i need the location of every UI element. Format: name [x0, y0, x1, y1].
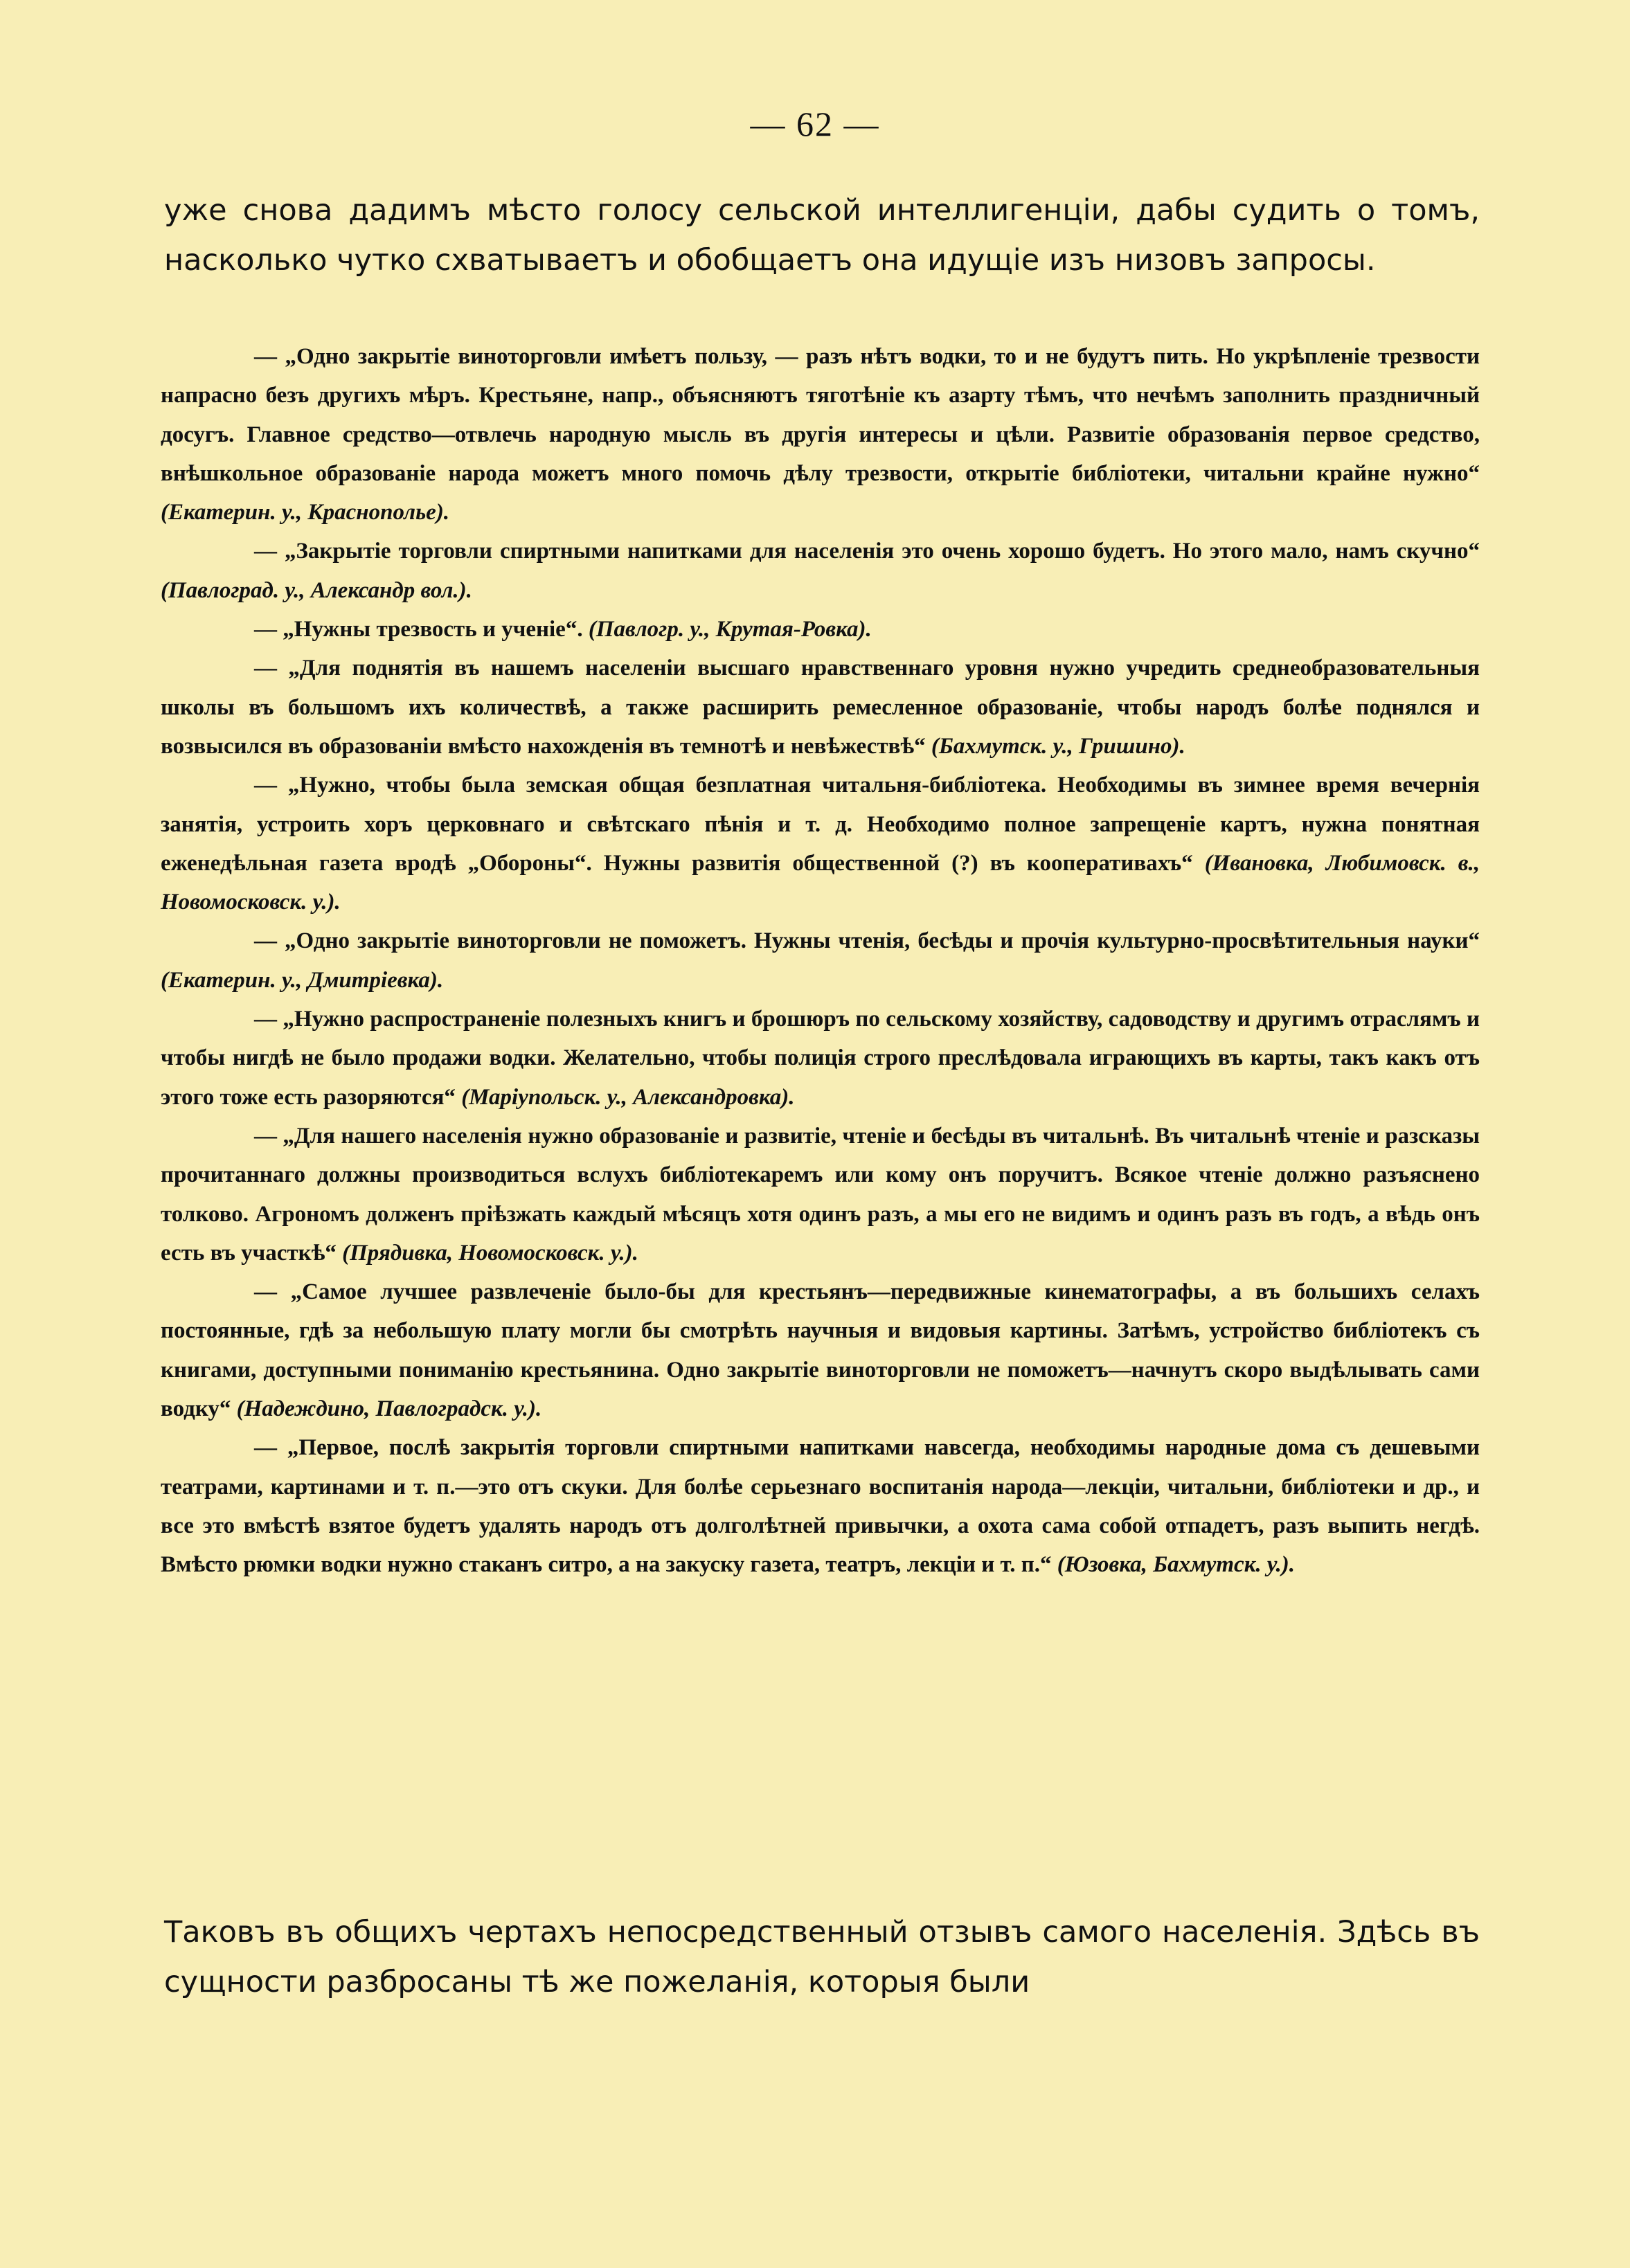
quote-source: (Прядивка, Новомосковск. у.).	[342, 1240, 638, 1266]
quote-source: (Павлогр. у., Крутая-Ровка).	[588, 617, 872, 642]
quote-text: — „Самое лучшее развлеченіе было-бы для крестьянъ—передвижные кинематографы, а въ большихъ селахъ постоянные, гдѣ за небольшую плату могли бы смотрѣть научныя и видовыя картины. Затѣмъ, устройство библіотекъ съ книгами, доступными пониманію крестьянина. Одно закрытіе винoторговли не поможетъ—начнутъ скоро выдѣлывать сами водку“	[161, 1279, 1480, 1422]
quote-paragraph	[161, 1272, 1480, 1428]
quote-source: (Екатерин. у., Дмитріевка).	[161, 967, 444, 993]
quote-paragraph	[161, 532, 1480, 610]
quote-source: (Екатерин. у., Краснополье).	[161, 500, 450, 525]
page-number: — 62 —	[750, 105, 880, 143]
quote-paragraph	[161, 921, 1480, 1000]
quote-paragraph	[161, 1428, 1480, 1584]
quote-paragraph	[161, 1117, 1480, 1272]
quote-paragraph	[161, 649, 1480, 766]
quote-text: — „Нужно, чтобы была земская общая безплатная читальня-библіотека. Необходимы въ зимнее время вечернія занятія, устроить хоръ церковнаго и свѣтскаго пѣнія и т. д. Необходимо полное запрещеніе картъ, нужна понятная еженедѣльная газета вродѣ „Обороны“. Нужны развитія общественной (?) въ кооперативахъ“	[161, 773, 1480, 876]
quote-source: (Маріупольск. у., Александровка).	[461, 1084, 795, 1110]
intro-paragraph: уже снова дадимъ мѣсто голосу сельской интеллигенціи, дабы судить о томъ, насколько чутко схватываетъ и обобщаетъ она идущіе изъ низовъ запросы.	[164, 193, 1480, 278]
quote-text: — „Нужны трезвость и ученіе“.	[254, 617, 583, 642]
quotes-block	[161, 337, 1480, 1585]
quote-text: — „Одно закрытіе виноторговли имѣетъ пользу, — разъ нѣтъ водки, то и не будутъ пить. Но укрѣпленіе трезвости напрасно безъ другихъ мѣръ. Крестьяне, напр., объясняютъ тяготѣніе къ азарту тѣмъ, что нечѣмъ заполнить праздничный досугъ. Главное средство—отвлечь народную мысль въ другія интересы и цѣли. Развитіе образованія первое средство, внѣшкольное образованіе народа можетъ много помочь дѣлу трезвости, открытіе библіотеки, читальни крайне нужно“	[161, 344, 1480, 486]
quote-text: — „Одно закрытіе винoторговли не поможетъ. Нужны чтенія, бесѣды и прочія культурно-просвѣтительныя науки“	[254, 928, 1480, 954]
quote-source: (Ивановка, Любимовск. в., Новомосковск. у.).	[161, 850, 1480, 915]
outro-paragraph: Таковъ въ общихъ чертахъ непосредственный отзывъ самого населенія. Здѣсь въ сущности разбросаны тѣ же пожеланія, которыя были	[164, 1915, 1480, 1999]
quote-paragraph	[161, 610, 1480, 649]
quote-paragraph	[161, 766, 1480, 921]
quote-paragraph	[161, 337, 1480, 532]
quote-text: — „Для нашего населенія нужно образованіе и развитіе, чтеніе и бесѣды въ читальнѣ. Въ читальнѣ чтеніе и разсказы прочитаннаго должны производиться вслухъ библіотекаремъ или кому онъ поручитъ. Всякое чтеніе должно разъяснено толково. Агрономъ долженъ пріѣзжать каждый мѣсяцъ хотя одинъ разъ, а мы его не видимъ и одинъ разъ въ годъ, а вѣдь онъ есть въ участкѣ“	[161, 1123, 1480, 1266]
quote-paragraph	[161, 1000, 1480, 1117]
quote-text: — „Закрытіе торговли спиртными напитками для населенія это очень хорошо будетъ. Но этого мало, намъ скучно“	[254, 539, 1480, 564]
quote-source: (Бахмутск. у., Гришино).	[931, 733, 1185, 759]
quote-text: — „Первое, послѣ закрытія торговли спиртными напитками навсегда, необходимы народные дома съ дешевыми театрами, картинами и т. п.—это отъ скуки. Для болѣе серьезнаго воспитанія народа—лекціи, читальни, библіотеки и др., и все это вмѣстѣ взятое будетъ удалять народъ отъ долголѣтней привычки, а охота сама собой отпадетъ, разъ выпить негдѣ. Вмѣсто рюмки водки нужно стаканъ ситро, а на закуску газета, театръ, лекціи и т. п.“	[161, 1435, 1480, 1578]
quote-source: (Надеждино, Павлоградск. у.).	[236, 1396, 542, 1422]
quote-text: — „Нужно распространеніе полезныхъ книгъ и брошюръ по сельскому хозяйству, садоводству и другимъ отраслямъ и чтобы нигдѣ не было продажи водки. Желательно, чтобы полиція строго преслѣдовала играющихъ въ карты, такъ какъ отъ этого тоже есть разоряются“	[161, 1007, 1480, 1110]
quote-text: — „Для поднятія въ нашемъ населеніи высшаго нравственнаго уровня нужно учредить среднеобразовательныя школы въ большомъ ихъ количествѣ, а также расширить ремесленное образованіе, чтобы народъ болѣе поднялся и возвысился въ образованіи вмѣсто нахожденія въ темнотѣ и невѣжествѣ“	[161, 656, 1480, 759]
quote-source: (Юзовка, Бахмутск. у.).	[1057, 1552, 1295, 1578]
quote-source: (Павлоград. у., Александр вол.).	[161, 577, 472, 603]
